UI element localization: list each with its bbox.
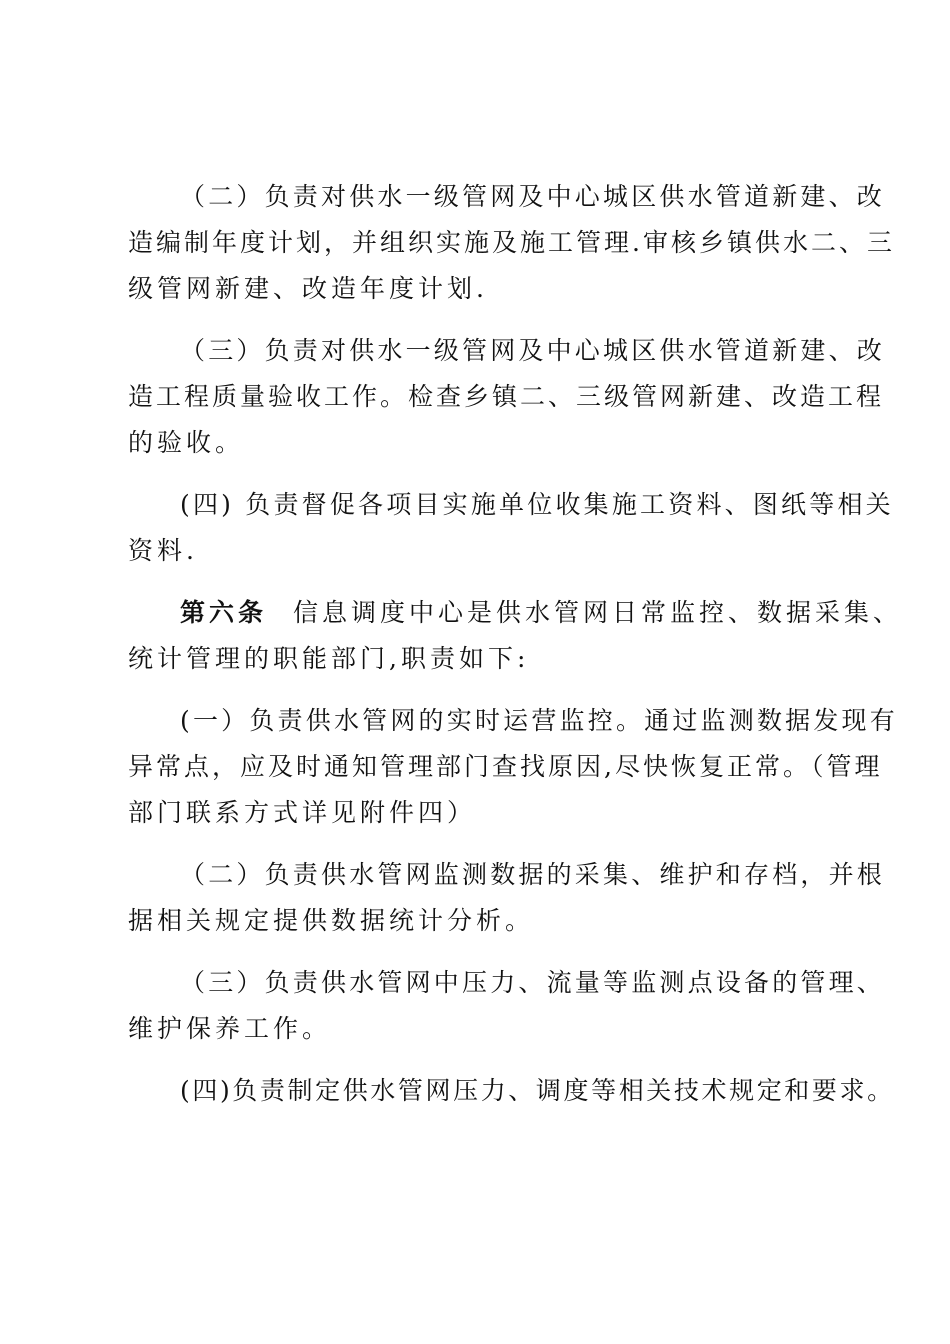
clause-6-heading-line	[180, 590, 903, 636]
clause-5-item-3-line-1: （三）负责对供水一级管网及中心城区供水管道新建、改	[180, 336, 886, 365]
clause-5-item-3-line-3: 的验收。	[128, 428, 245, 457]
clause-6-item-3-line-1: （三）负责供水管网中压力、流量等监测点设备的管理、	[180, 968, 886, 997]
clause-6-item-1-line-1: (一）负责供水管网的实时运营监控。通过监测数据发现有	[180, 706, 898, 735]
clause-6-item-4-line-1: (四)负责制定供水管网压力、调度等相关技术规定和要求。	[180, 1076, 895, 1105]
clause-5-item-3-line-2: 造工程质量验收工作。检查乡镇二、三级管网新建、改造工程	[128, 382, 885, 411]
clause-5-item-2-line-1: （二）负责对供水一级管网及中心城区供水管道新建、改	[180, 182, 886, 211]
clause-6-item-2-line-2: 据相关规定提供数据统计分析。	[128, 906, 535, 935]
clause-5-item-4-line-1: (四) 负责督促各项目实施单位收集施工资料、图纸等相关	[180, 490, 894, 519]
clause-6-item-2-line-1: （二）负责供水管网监测数据的采集、维护和存档，并根	[180, 860, 886, 889]
clause-6-title: 第六条	[180, 598, 268, 627]
clause-6-item-1-line-3: 部门联系方式详见附件四）	[128, 798, 477, 827]
clause-6-text-line-2: 统计管理的职能部门,职责如下:	[128, 644, 530, 673]
clause-6-item-1-line-2: 异常点，应及时通知管理部门查找原因,尽快恢复正常。（管理	[128, 752, 883, 781]
clause-6-item-3-line-2: 维护保养工作。	[128, 1014, 332, 1043]
clause-5-item-4-line-2: 资料.	[128, 536, 198, 565]
clause-6-text-line-1: 信息调度中心是供水管网日常监控、数据采集、	[293, 598, 903, 627]
clause-5-item-2-line-3: 级管网新建、改造年度计划.	[128, 274, 488, 303]
clause-5-item-2-line-2: 造编制年度计划，并组织实施及施工管理.审核乡镇供水二、三	[128, 228, 895, 257]
